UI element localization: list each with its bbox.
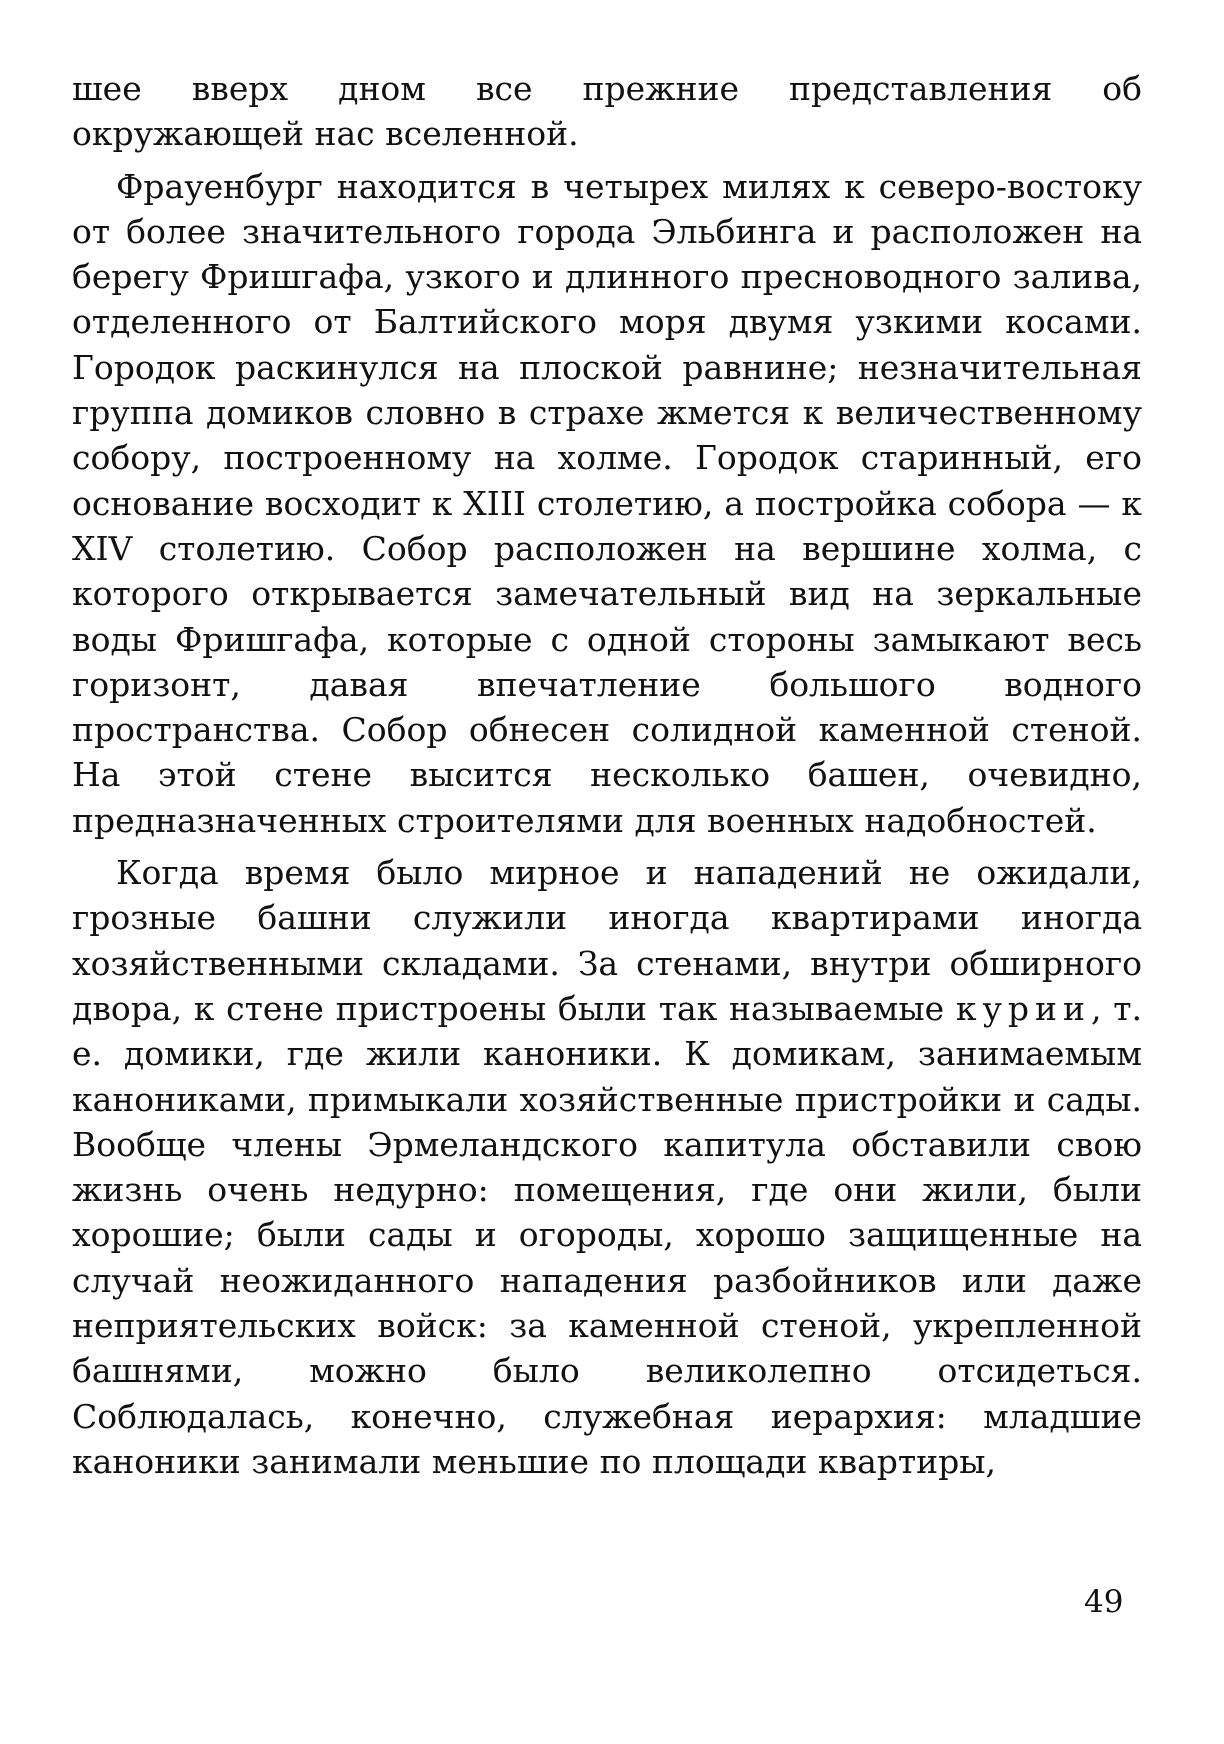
page-number: 49 [1084,1584,1124,1620]
paragraph-text-before: Когда время было мирное и нападений не ожидали, грозные башни служили иногда квартирами иногда хозяйственными складами. За стенами, внутри обширного двора, к стене пристроены были так называемые [72,853,1142,1028]
paragraph-continuation: шее вверх дном все прежние представления об окружающей нас вселенной. [72,69,1142,154]
paragraph-text-after: , т. е. домики, где жили каноники. К домикам, занимаемым канониками, примыкали хозяйственные пристройки и сады. Вообще члены Эрмеландского капитула обставили свою жизнь очень недурно: помещения, где они жили, были хорошие; были сады и огороды, хорошо защищенные на случай неожиданного нападения разбойников или даже неприятельских войск: за каменной стеной, укрепленной башнями, можно было великолепно отсидеться. Соблюдалась, конечно, служебная иерархия: младшие каноники занимали меньшие по площади квартиры, [72,988,1142,1481]
body-text [72,66,1142,1484]
paragraph-frauenburg: Фрауенбург находится в четырех милях к северо-востоку от более значительного города Эльбинга и расположен на берегу Фришгафа, узкого и длинного пресноводного залива, отделенного от Балтийского моря двумя узкими косами. Городок раскинулся на плоской равнине; незначительная группа домиков словно в страхе жмется к величественному собору, построенному на холме. Городок старинный, его основание восходит к XIII столетию, а постройка собора — к XIV столетию. Собор расположен на вершине холма, с которого открывается замечательный вид на зеркальные воды Фришгафа, которые с одной стороны замыкают весь горизонт, давая впечатление большого водного пространства. Собор обнесен солидной каменной стеной. На этой стене высится несколько башен, очевидно, предназначенных строителями для военных надобностей. [72,166,1142,840]
spaced-term: курии [955,988,1092,1028]
paragraph-towers [72,850,1142,1484]
